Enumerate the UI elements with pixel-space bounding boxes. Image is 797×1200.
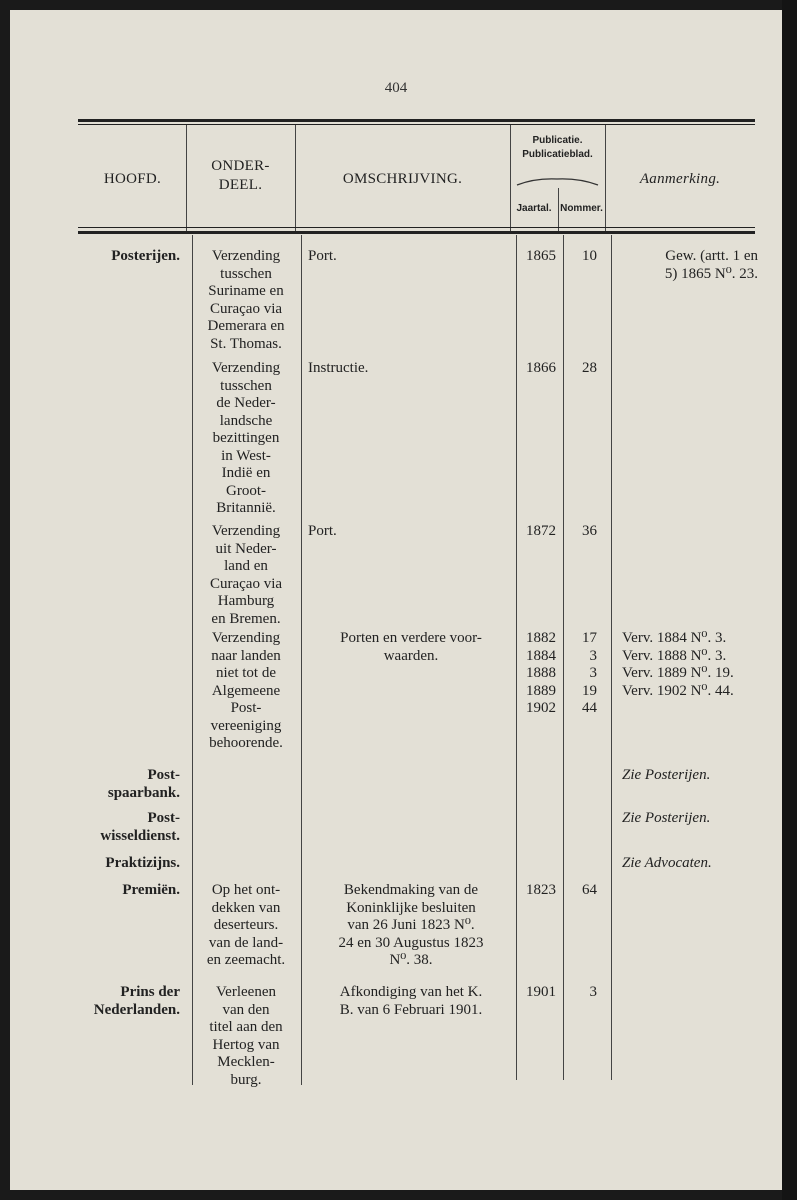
row-8-omschrijving: Bekendmaking van de Koninklijke besluiten van 26 Juni 1823 N⁰. 24 en 30 Augustus 1823 N⁰. 38. xyxy=(338,882,484,968)
row-9-jaartal: 1901 xyxy=(526,984,556,1000)
row-7-hoofd: Praktizijns. xyxy=(105,855,180,871)
row-1-omschrijving: Port. xyxy=(308,248,337,264)
row-8-onderdeel: Op het ont- dekken van deserteurs. van de land- en zeemacht. xyxy=(206,882,286,968)
row-4-onderdeel: Verzending naar landen niet tot de Algemeene Post- vereeniging behoorende. xyxy=(209,630,283,751)
row-3-omschrijving: Port. xyxy=(308,523,337,539)
row-4-jaartal: 1882 1884 1888 1889 1902 xyxy=(526,630,556,716)
row-1-onderdeel: Verzending tusschen Suriname en Curaçao via Demerara en St. Thomas. xyxy=(207,248,285,352)
row-9-onderdeel: Verleenen van den titel aan den Hertog van Mecklen- burg. xyxy=(209,984,283,1088)
row-2-onderdeel: Verzending tusschen de Neder- landsche bezittingen in West- Indië en Groot- Britannië. xyxy=(211,360,281,516)
body-divider-4 xyxy=(563,235,564,1080)
top-rule-thin xyxy=(78,124,755,125)
row-6-aanmerking: Zie Posterijen. xyxy=(622,810,711,826)
body-divider-1 xyxy=(192,235,193,1085)
header-jaartal: Jaartal. xyxy=(516,203,552,214)
header-onderdeel: ONDER- DEEL. xyxy=(211,158,270,193)
row-4-omschrijving: Porten en verdere voor- waarden. xyxy=(340,630,482,664)
body-divider-2 xyxy=(301,235,302,1085)
row-2-nommer: 28 xyxy=(582,360,597,376)
row-6-hoofd: Post- wisseldienst. xyxy=(100,810,180,844)
header-aanmerking: Aanmerking. xyxy=(639,171,721,187)
row-9-nommer: 3 xyxy=(589,984,597,1000)
header-rule-thin xyxy=(78,227,755,228)
header-brace xyxy=(515,175,600,187)
row-2-jaartal: 1866 xyxy=(526,360,556,376)
header-hoofd: HOOFD. xyxy=(103,171,162,187)
row-9-omschrijving: Afkondiging van het K. B. van 6 Februari 1901. xyxy=(339,984,483,1018)
row-3-onderdeel: Verzending uit Neder- land en Curaçao via Hamburg en Bremen. xyxy=(209,523,283,627)
row-5-hoofd: Post- spaarbank. xyxy=(107,767,180,801)
row-3-nommer: 36 xyxy=(582,523,597,539)
row-8-nommer: 64 xyxy=(582,882,597,898)
header-nommer: Nommer. xyxy=(560,203,603,214)
row-1-hoofd: Posterijen. xyxy=(111,248,180,264)
header-publicatie: Publicatie. Publicatieblad. xyxy=(522,135,593,160)
row-8-jaartal: 1823 xyxy=(526,882,556,898)
body-divider-3 xyxy=(516,235,517,1080)
top-rule-thick xyxy=(78,119,755,122)
row-4-nommer: 17 3 3 19 44 xyxy=(582,630,597,716)
row-4-aanmerking: Verv. 1884 N⁰. 3. Verv. 1888 N⁰. 3. Verv. 1889 N⁰. 19. Verv. 1902 N⁰. 44. xyxy=(622,630,734,699)
row-1-aanmerking: Gew. (artt. 1 en 5) 1865 N⁰. 23. xyxy=(664,248,758,282)
row-2-omschrijving: Instructie. xyxy=(308,360,369,376)
body-divider-5 xyxy=(611,235,612,1080)
header-rule-thick xyxy=(78,231,755,234)
row-8-hoofd: Premiën. xyxy=(122,882,180,898)
row-7-aanmerking: Zie Advocaten. xyxy=(622,855,712,871)
header-omschrijving: OMSCHRIJVING. xyxy=(342,171,463,187)
page-edge xyxy=(782,0,797,1200)
row-9-hoofd: Prins der Nederlanden. xyxy=(93,984,180,1018)
row-1-nommer: 10 xyxy=(582,248,597,264)
document-page xyxy=(10,10,782,1190)
row-3-jaartal: 1872 xyxy=(526,523,556,539)
row-5-aanmerking: Zie Posterijen. xyxy=(622,767,711,783)
row-1-jaartal: 1865 xyxy=(526,248,556,264)
page-number: 404 xyxy=(384,80,408,96)
